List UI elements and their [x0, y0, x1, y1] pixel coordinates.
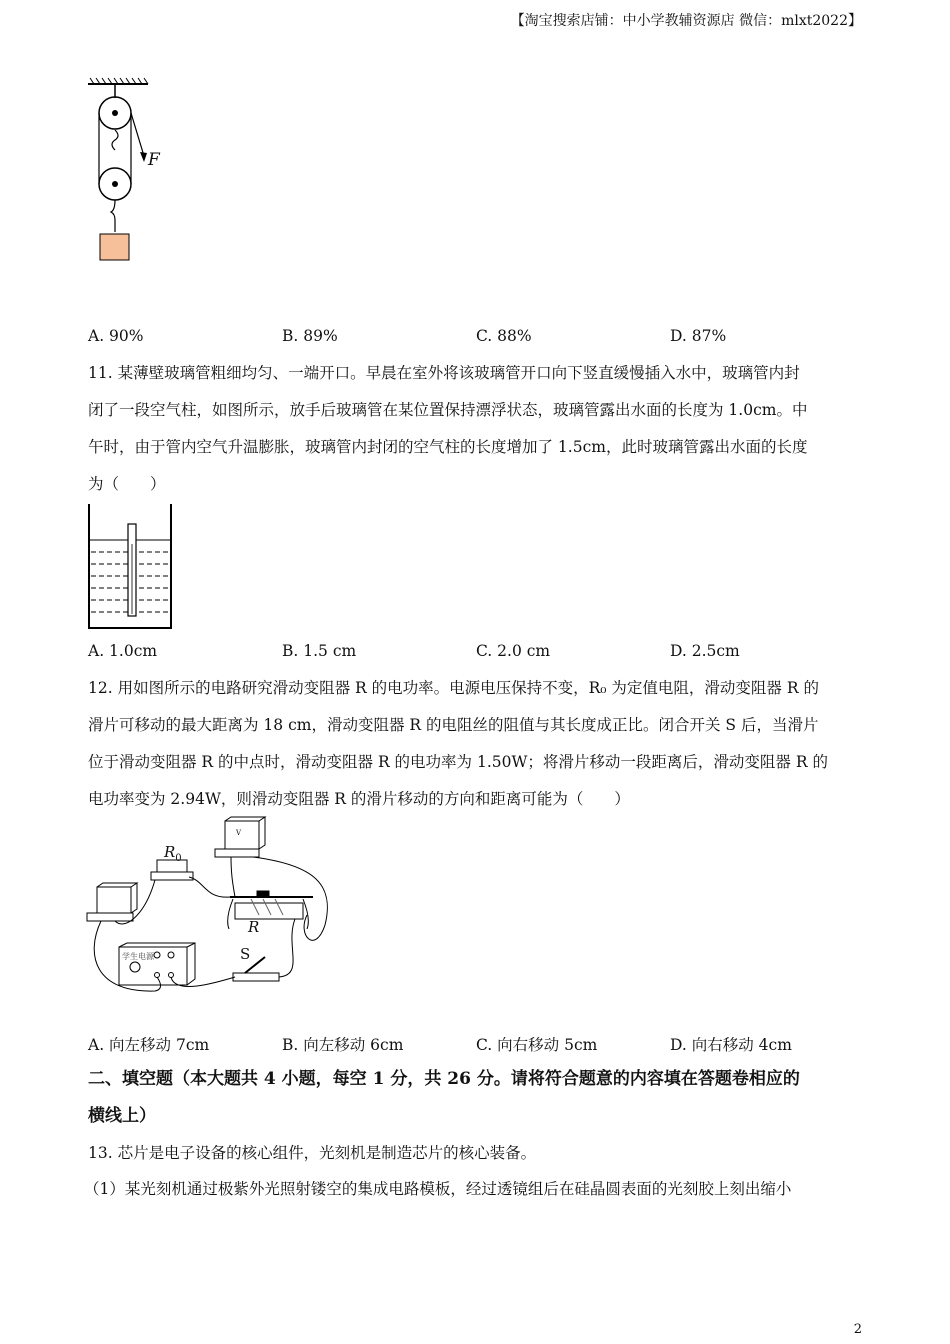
page-number: 2 [853, 1322, 862, 1337]
q11-line-3: 午时，由于管内空气升温膨胀，玻璃管内封闭的空气柱的长度增加了 1.5cm，此时玻璃管露出水面的长度 [88, 438, 808, 456]
q12-line-4: 电功率变为 2.94W，则滑动变阻器 R 的滑片移动的方向和距离可能为（ ） [88, 790, 630, 808]
beaker-figure [86, 504, 176, 632]
switch-label: S [240, 945, 251, 963]
section-2-heading-line-1: 二、填空题（本大题共 4 小题，每空 1 分，共 26 分。请将符合题意的内容填在答题卷相应的 [88, 1069, 800, 1089]
force-label: F [148, 150, 160, 170]
rheostat-label: R [248, 918, 260, 936]
q13-line-1: 13. 芯片是电子设备的核心组件，光刻机是制造芯片的核心装备。 [88, 1144, 537, 1162]
pulley-figure [84, 76, 174, 266]
circuit-figure [85, 815, 335, 995]
q12-line-1: 12. 用如图所示的电路研究滑动变阻器 R 的电功率。电源电压保持不变，R₀ 为定值电阻，滑动变阻器 R 的 [88, 679, 819, 697]
q11-line-4: 为（ ） [88, 475, 166, 493]
page-header: 【淘宝搜索店铺：中小学教辅资源店 微信：mlxt2022】 [510, 13, 862, 29]
section-2-heading-line-2: 横线上） [88, 1106, 156, 1126]
voltmeter-label: V [236, 829, 242, 837]
q12-option-a[interactable]: A. 向左移动 7cm [88, 1036, 210, 1054]
r0-letter: R [164, 843, 176, 861]
q11-option-c[interactable]: C. 2.0 cm [476, 642, 551, 660]
q12-line-3: 位于滑动变阻器 R 的中点时，滑动变阻器 R 的电功率为 1.50W；将滑片移动一段距离后，滑动变阻器 R 的 [88, 753, 828, 771]
q10-option-d[interactable]: D. 87% [670, 327, 727, 345]
q12-option-d[interactable]: D. 向右移动 4cm [670, 1036, 792, 1054]
r0-subscript: 0 [175, 853, 182, 864]
q12-option-c[interactable]: C. 向右移动 5cm [476, 1036, 598, 1054]
power-supply-label: 学生电源 [122, 952, 154, 961]
q11-option-a[interactable]: A. 1.0cm [88, 642, 158, 660]
q10-option-a[interactable]: A. 90% [88, 327, 144, 345]
q12-line-2: 滑片可移动的最大距离为 18 cm，滑动变阻器 R 的电阻丝的阻值与其长度成正比。闭合开关 S 后，当滑片 [88, 716, 819, 734]
q11-line-2: 闭了一段空气柱，如图所示，放手后玻璃管在某位置保持漂浮状态，玻璃管露出水面的长度为 1.0cm。中 [88, 401, 808, 419]
q13-line-2: （1）某光刻机通过极紫外光照射镂空的集成电路模板，经过透镜组后在硅晶圆表面的光刻胶上刻出缩小 [84, 1180, 792, 1198]
r0-label [164, 843, 182, 864]
q11-option-d[interactable]: D. 2.5cm [670, 642, 740, 660]
q10-option-b[interactable]: B. 89% [282, 327, 338, 345]
q11-line-1: 11. 某薄壁玻璃管粗细均匀、一端开口。早晨在室外将该玻璃管开口向下竖直缓慢插入水中，玻璃管内封 [88, 364, 800, 382]
q11-option-b[interactable]: B. 1.5 cm [282, 642, 357, 660]
q10-option-c[interactable]: C. 88% [476, 327, 532, 345]
q12-option-b[interactable]: B. 向左移动 6cm [282, 1036, 404, 1054]
